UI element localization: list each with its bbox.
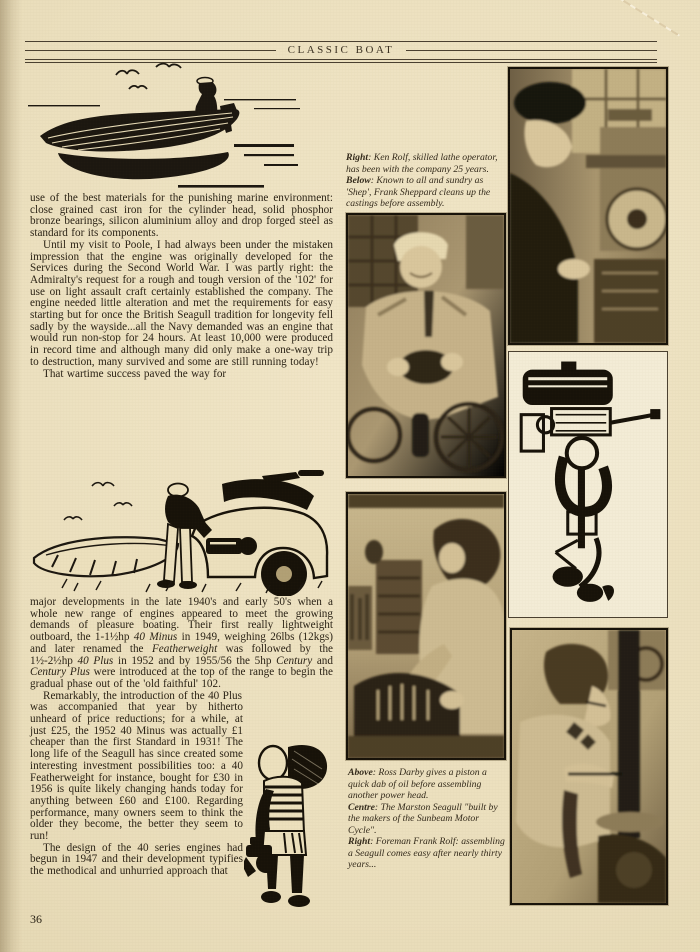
paragraph: Remarkably, the introduction of the 40 Plus [43, 689, 242, 702]
beret [514, 82, 586, 124]
car-hub [276, 566, 292, 582]
man-shoes [157, 580, 197, 589]
lathe-chuck [627, 209, 647, 229]
skeg-struts [556, 540, 578, 568]
photo-ken-rolf [508, 67, 668, 345]
caption-bottom: Above: Ross Darby gives a piston a quick dab of oil before assembling another power head. Centre: The Marston Seagull "built by the makers of the Sunbeam Motor Cycle". Right: Foreman Frank Rolf: assembling a Seagull comes easy after nearly thirty years... [348, 767, 505, 870]
hand [440, 691, 464, 709]
man-cap [168, 484, 188, 497]
dinghy-outboard-illustration [28, 58, 300, 194]
lathe-bar [586, 155, 666, 168]
article-column-block-1 [30, 193, 333, 380]
photo-ross-darby [346, 492, 506, 760]
face [400, 246, 442, 288]
roof-cargo [262, 470, 324, 484]
paragraph: major developments in the late 1940's and early 50's when a whole new range of engines appeared to meet the growing demands of pleasure boating. Their first really lightweight outboard, the 1-1½hp 40 Minus in 1949, weighing 26lbs (12kgs) and later renamed the Featherweight was followed by the 1½-2½hp 40 Plus in 1952 and by 1955/56 the 5hp Century and Century Plus were introduced at the top of the range to begin the gradual phase out of the 'old faithful' 102. [30, 596, 333, 690]
background-figure [365, 540, 383, 564]
photo-frank-sheppard [346, 213, 506, 478]
machine-table [596, 812, 664, 832]
paragraph: That wartime success paved the way for [43, 367, 227, 380]
masthead-rule-left-segment [25, 50, 276, 51]
filler-cap [562, 362, 576, 370]
seagull-birds-icon [64, 483, 132, 520]
background-frame [466, 215, 504, 289]
dark-bottle [412, 413, 429, 457]
left-hand [387, 358, 409, 376]
boy-left-boot [261, 891, 281, 903]
paragraph: use of the best materials for the punishing marine environment: close grained cast iron for the cylinder head, solid phosphor bronze bearings, silicon aluminium alloy and drop forged steel as standard for its components. [30, 192, 333, 240]
scan-scratch-mark [606, 0, 680, 37]
masthead [25, 43, 657, 57]
machine-column [618, 630, 640, 838]
magazine-title: CLASSIC BOAT [287, 44, 395, 56]
fuel-tank [523, 370, 612, 404]
right-hand [441, 353, 463, 371]
hand [558, 259, 590, 279]
photo-frank-rolf [510, 628, 668, 905]
background-cabinet [376, 560, 422, 654]
boy-head-cap [259, 746, 287, 780]
car-boot-lid-open [222, 479, 314, 510]
boy-right-boot [288, 895, 310, 907]
face [439, 543, 465, 573]
wrapped-text-column [30, 702, 243, 878]
tool-tray [608, 109, 652, 121]
machine-base [594, 259, 666, 343]
man-trousers [164, 524, 192, 582]
masthead-rule-right-segment [406, 50, 657, 51]
outboard-in-boot [206, 537, 257, 555]
gearbox [553, 566, 583, 586]
flywheel [567, 438, 597, 468]
article-column-block-2 [30, 597, 333, 878]
bench-edge [348, 736, 504, 758]
motor-housing [616, 852, 652, 888]
marston-seagull-engraving [508, 351, 668, 618]
tiller-grip [651, 410, 660, 419]
upturned-dinghy [34, 537, 178, 576]
paragraph: was accompanied that year by hitherto unheard of price reductions; for a while, at just £25, the 1952 40 Minus was actually £1 cheaper than the first Standard in 1931! The long life of the Seagull has since created some interesting investment possibilities too: a 40 Featherweight for instance, bought for £30 in 1956 is quite likely changing hands today for anything between £60 and £100. Regarding performance, many owners seem to think the older they become, the better they seem to run! [30, 701, 243, 843]
propeller-hub [577, 584, 603, 602]
boy-carrying-outboard-illustration [244, 737, 332, 912]
tiller-arm [610, 415, 655, 423]
propeller-blade [602, 585, 614, 601]
boy-right-leg [290, 855, 304, 893]
seagull-birds-icon [116, 64, 181, 89]
caption-top: Right: Ken Rolf, skilled lathe operator, has been with the company 25 years. Below: Known to all and sundry as 'Shep', Frank Sheppard cleans up the castings before assembly. [346, 152, 498, 209]
reflection [58, 152, 229, 179]
car-boot-outboard-illustration [26, 464, 334, 596]
water-lines [28, 99, 300, 109]
page-number: 36 [30, 912, 42, 926]
ceiling-band [348, 494, 504, 508]
drive-shaft [578, 467, 585, 548]
cooling-fins [556, 415, 607, 431]
paragraph: The design of the 40 series engines had begun in 1947 and their development typifies the methodical and unhurried approach that [30, 841, 243, 878]
paragraph: Until my visit to Poole, I had always been under the mistaken impression that the engine was originally developed for the Services during the Second World War. I was partly right: the Admiralty's request for a rough and tough version of the '102' for use on light assault craft certainly established the company. The engine needed little alteration and met the requirements for easy starting but for once the British Seagull tradition for longevity fell sadly by the wayside...all the Navy demanded was an engine that would run non-stop for 24 hours. At least 10,000 were produced in record time and although many did only make a one-way trip to destruction, many survived and some are still running today! [30, 238, 333, 368]
masthead-rule-top [25, 41, 657, 42]
